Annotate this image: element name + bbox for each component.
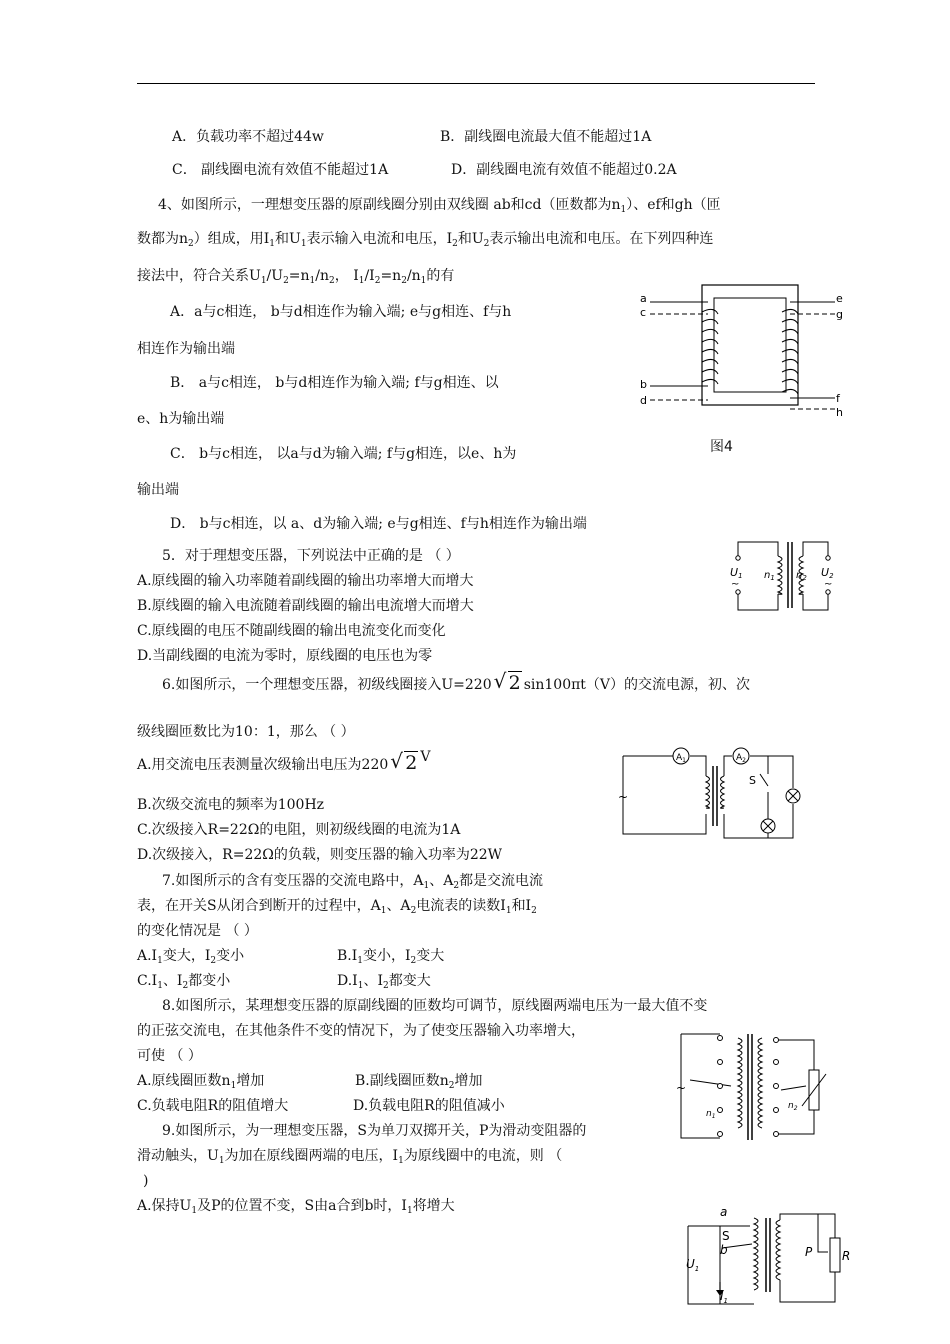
ac-source-icon: ~ [676, 1081, 687, 1095]
q6-option-d: D.次级接入，R=22Ω的负载，则变压器的输入功率为22W [137, 847, 503, 863]
q7-stem-line3: 的变化情况是 （ ） [137, 923, 258, 939]
option-a-prev: A．负载功率不超过44w [172, 129, 324, 145]
q5-option-d: D.当副线圈的电流为零时，原线圈的电压也为零 [137, 648, 433, 664]
option-d-prev: D．副线圈电流有效值不能超过0.2A [451, 162, 677, 178]
label-c: c [640, 306, 647, 319]
switch-s: S [722, 1229, 730, 1243]
q4-option-d: D． b与c相连，以 a、d为输入端; e与g相连、f与h相连作为输出端 [170, 516, 587, 532]
q4-stem-line3: 接法中，符合关系$U_1/U_2=n_1/n_2$， $I_1/I_2=n_2/n_1$的有 [137, 268, 455, 286]
q5-transformer-figure [728, 536, 838, 618]
q4-option-b-line1: B． a与c相连， b与d相连作为输入端; f与g相连、以 [170, 375, 499, 391]
q8-stem-line2: 的正弦交流电，在其他条件不变的情况下，为了使变压器输入功率增大， [137, 1023, 585, 1039]
q4-option-a-line2: 相连作为输出端 [137, 341, 235, 357]
q8-option-d: D.负载电阻R的阻值减小 [353, 1098, 505, 1114]
q4-figure-caption: 图4 [710, 439, 733, 455]
label-a: a [720, 1205, 728, 1219]
q6-stem-line1: 6.如图所示，一个理想变压器，初级线圈接入U=220 √ 2 sin100πt（V）的交流电源，初、次 [162, 669, 751, 694]
q8-option-b: B.副线圈匝数$n_2$增加 [355, 1073, 483, 1091]
fig-n2: $n_2$ [788, 1101, 798, 1112]
q7-circuit-figure [618, 746, 814, 844]
q6-stem-line2: 级线圈匝数比为10：1，那么 （ ） [137, 724, 355, 740]
q5-option-a: A.原线圈的输入功率随着副线圈的输出功率增大而增大 [137, 573, 474, 589]
ammeter-a2: $A_2$ [736, 753, 746, 764]
q6-option-c: C.次级接入R=22Ω的电阻，则初级线圈的电流为1A [137, 822, 461, 838]
q4-option-c-line2: 输出端 [137, 482, 179, 498]
q7-option-b: $B.I_1$变小，$I_2$变大 [337, 948, 445, 966]
switch-s: S [749, 774, 756, 787]
label-b: b [640, 378, 647, 391]
header-rule [137, 83, 815, 84]
q4-option-c-line1: C． b与c相连， 以a与d为输入端; f与g相连，以e、h为 [170, 446, 517, 462]
q7-option-a: $A.I_1$变大，$I_2$变小 [137, 948, 245, 966]
fig-n2: $n_2$ [796, 570, 807, 582]
q9-transformer-figure [680, 1202, 860, 1314]
option-b-prev: B．副线圈电流最大值不能超过1A [440, 129, 652, 145]
q7-option-d: $D.I_1$、$I_2$都变大 [337, 973, 431, 991]
label-p: P [805, 1245, 813, 1259]
label-b: b [720, 1243, 728, 1257]
label-u1: $U_1$ [686, 1257, 700, 1273]
q8-stem-line1: 8.如图所示，某理想变压器的原副线圈的匝数均可调节，原线圈两端电压为一最大值不变 [162, 998, 708, 1014]
q6-option-b: B.次级交流电的频率为100Hz [137, 797, 325, 813]
label-e: e [836, 292, 843, 305]
q9-stem-line2: 滑动触头，$U_1$为加在原线圈两端的电压，$I_1$为原线圈中的电流，则 （ [137, 1148, 563, 1166]
q4-stem-line1: 4、如图所示，一理想变压器的原副线圈分别由双线圈 ab和cd（匝数都为$n_1$）、ef和gh（匝 [158, 197, 721, 215]
q4-option-b-line2: e、h为输出端 [137, 411, 225, 427]
q7-option-c: $C.I_1$、$I_2$都变小 [137, 973, 231, 991]
label-g: g [836, 308, 843, 321]
ammeter-a1: $A_1$ [676, 753, 686, 764]
q7-stem-line2: 表，在开关S从闭合到断开的过程中，$A_1$、$A_2$电流表的读数$I_1$和$I_2$ [137, 898, 537, 916]
label-a: a [640, 292, 647, 305]
option-c-prev: C． 副线圈电流有效值不能超过1A [172, 162, 389, 178]
q8-stem-line3: 可使 （ ） [137, 1048, 202, 1064]
fig-u2: U2 [821, 566, 834, 580]
q4-option-a-line1: A．a与c相连， b与d相连作为输入端; e与g相连、f与h [170, 304, 512, 320]
fig-u1: U1 [730, 566, 743, 580]
label-r: R [842, 1249, 851, 1263]
svg-text:~: ~ [824, 579, 833, 590]
svg-text:~: ~ [731, 579, 740, 590]
q8-option-a: A.原线圈匝数$n_1$增加 [137, 1073, 265, 1091]
label-d: d [640, 394, 647, 407]
q9-stem-line3: ) [143, 1173, 149, 1189]
q7-stem-line1: 7.如图所示的含有变压器的交流电路中，$A_1$、$A_2$都是交流电流 [162, 873, 544, 891]
q5-option-c: C.原线圈的电压不随副线圈的输出电流变化而变化 [137, 623, 446, 639]
fig-n1: $n_1$ [706, 1109, 716, 1120]
q4-stem-line2: 数都为$n_2$）组成，用$I_1$和$U_1$表示输入电流和电压，$I_2$和$U_2$表示输出电流和电压。在下列四种连 [137, 231, 714, 249]
q8-option-c: C.负载电阻R的阻值增大 [137, 1098, 289, 1114]
label-f: f [836, 392, 840, 405]
ac-source-icon: ~ [618, 790, 629, 804]
label-h: h [836, 406, 843, 419]
label-i1: $I_1$ [720, 1289, 729, 1305]
q9-stem-line1: 9.如图所示，为一理想变压器，S为单刀双掷开关，P为滑动变阻器的 [162, 1123, 587, 1139]
q6-option-a: A.用交流电压表测量次级输出电压为220 √ 2 V [137, 749, 431, 774]
q5-option-b: B.原线圈的输入电流随着副线圈的输出电流增大而增大 [137, 598, 474, 614]
fig-n1: $n_1$ [764, 570, 775, 582]
q8-transformer-figure [676, 1030, 838, 1145]
q9-option-a: A.保持$U_1$及P的位置不变，S由a合到b时，$I_1$将增大 [137, 1198, 455, 1216]
q4-transformer-figure [640, 282, 845, 427]
q5-stem: 5．对于理想变压器，下列说法中正确的是 （ ） [162, 548, 460, 564]
